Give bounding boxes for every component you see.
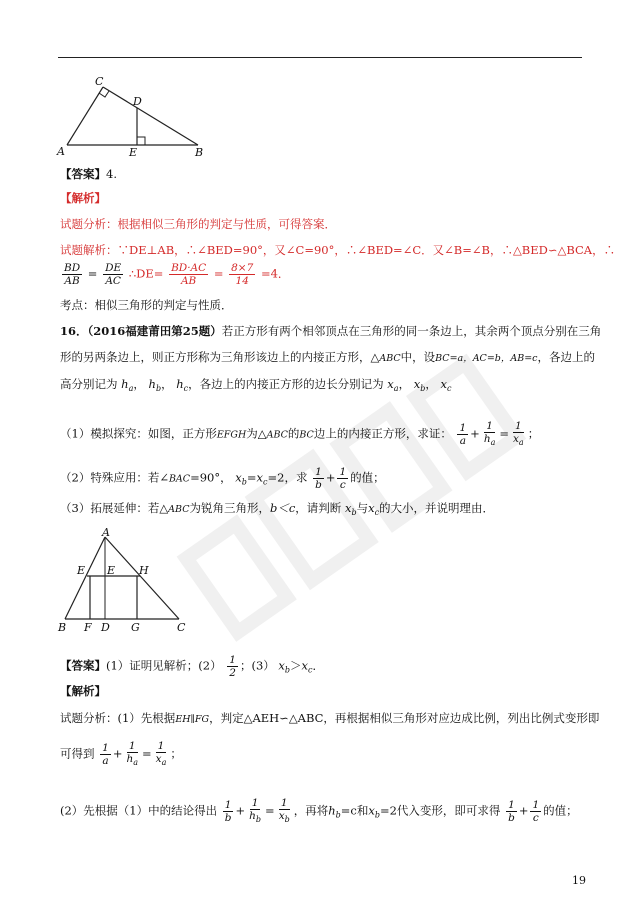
q16-line3: 高分别记为 $h_a$， $h_b$， $h_c$，各边上的内接正方形的边长分别记为 $x_a$， $x_b$， $x_c$ — [60, 377, 452, 393]
analysis-16-line1: 试题分析：(1）先根据EH∥FG，判定△AEH∽△ABC，再根据相似三角形对应边成比例，列出比例式变形即 — [60, 711, 600, 725]
q16-part1: （1）模拟探究：如图，正方形EFGH为△ABC的BC边上的内接正方形，求证： $\frac{1}{a}$ + $\frac{1}{h_a}$ = $\frac{1}{x_a}$ ； — [60, 420, 540, 447]
label-B: B — [195, 146, 204, 159]
label-F: F — [84, 621, 92, 634]
analysis-15-solution: 试题解析：∵DE⊥AB，∴∠BED=90°，又∠C=90°，∴∠BED=∠C．又∠B=∠B，∴△BED∽△BCA，∴ — [60, 243, 616, 257]
label-B2: B — [58, 621, 67, 634]
analysis-15-summary: 试题分析：根据相似三角形的判定与性质，可得答案． — [60, 217, 336, 231]
label-H: H — [139, 564, 149, 577]
analysis-16-line2: 可得到 $\frac{1}{a}$ + $\frac{1}{h_a}$ = $\frac{1}{x_a}$ ； — [60, 740, 182, 767]
label-D: D — [133, 95, 142, 108]
page-number: 19 — [572, 874, 586, 887]
q16-part2: （2）特殊应用：若∠BAC=90°， $x_b=x_c=2$，求 $\frac{1}{b}$ + $\frac{1}{c}$ 的值； — [60, 466, 385, 491]
label-E-mid: E — [107, 564, 116, 577]
kaodian-15: 考点：相似三角形的判定与性质． — [60, 298, 233, 312]
q16-part3: （3）拓展延伸：若△ABC为锐角三角形，b＜c，请判断 $x_b$与$x_c$的大小，并说明理由． — [60, 501, 495, 517]
label-D2: D — [101, 621, 110, 634]
label-A2: A — [102, 527, 110, 539]
label-G: G — [131, 621, 140, 634]
analysis-16-line3: (2）先根据（1）中的结论得出 $\frac{1}{b}$ + $\frac{1}{h_b}$ = $\frac{1}{x_b}$ ，再将$h_b=c$和$x_b=2$代入变形，即可求得 $\frac{1}{b}$ + $\frac{1}{c}$ 的值； — [60, 797, 578, 824]
figure-right-triangle — [55, 75, 215, 160]
header-rule — [58, 57, 582, 58]
label-E: E — [129, 146, 138, 159]
label-C2: C — [177, 621, 186, 634]
analysis-label-15: 【解析】 — [60, 191, 106, 205]
q16-line2: 形的另两条边上，则正方形称为三角形该边上的内接正方形，△ABC中，设BC=a，AC=b，AB=c，各边上的 — [60, 350, 595, 364]
label-C: C — [95, 75, 104, 88]
equation-15: $\frac{BD}{AB}$ = $\frac{DE}{AC}$ ∴DE= $\frac{BD\cdot AC}{AB}$ = $\frac{8\times 7}{14}$ =4． — [64, 262, 290, 287]
label-A: A — [57, 145, 65, 158]
answer-15: 【答案】4. — [60, 167, 117, 181]
figure-inscribed-square — [55, 527, 195, 639]
answer-16: 【答案】(1）证明见解析；(2） $\frac{1}{2}$ ；(3） $x_b>x_c$． — [60, 654, 325, 679]
label-E-left: E — [77, 564, 86, 577]
analysis-label-16: 【解析】 — [60, 684, 106, 698]
q16-line1: 16．（2016福建莆田第25题）若正方形有两个相邻顶点在三角形的同一条边上，其余两个顶点分别在三角 — [60, 324, 602, 338]
